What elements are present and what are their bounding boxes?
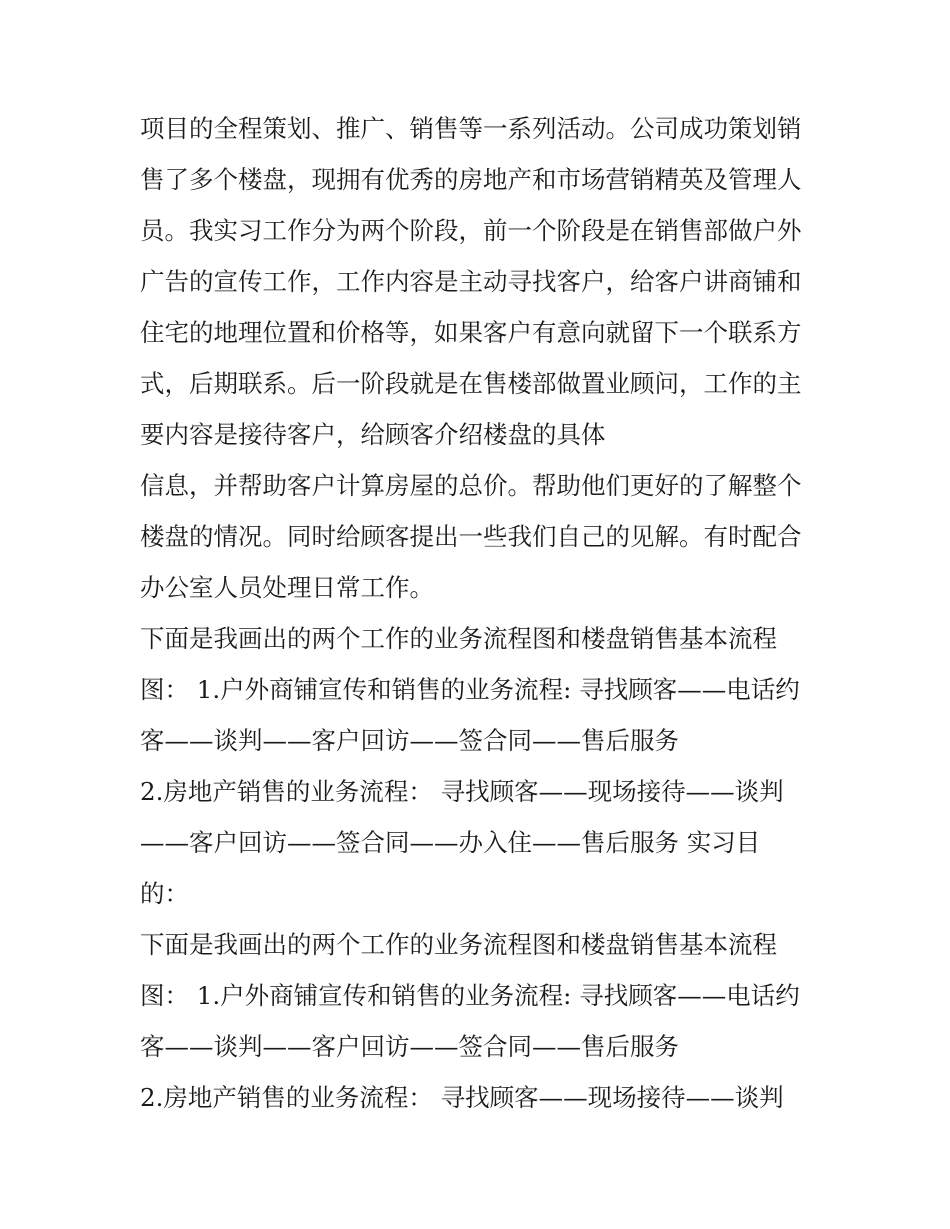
text-line: 2.房地产销售的业务流程： 寻找顾客——现场接待——谈判 (140, 777, 784, 806)
text-line: ——客户回访——签合同——办入住——售后服务 实习目 (140, 828, 761, 857)
text-line: 员。我实习工作分为两个阶段，前一个阶段是在销售部做户外 (140, 216, 802, 245)
text-line: 售了多个楼盘，现拥有优秀的房地产和市场营销精英及管理人 (140, 165, 802, 194)
text-line: 住宅的地理位置和价格等，如果客户有意向就留下一个联系方 (140, 318, 802, 347)
text-line: 下面是我画出的两个工作的业务流程图和楼盘销售基本流程 (140, 624, 777, 653)
text-line: 信息，并帮助客户计算房屋的总价。帮助他们更好的了解整个 (140, 471, 802, 500)
text-line: 客——谈判——客户回访——签合同——售后服务 (140, 1032, 679, 1061)
text-line: 楼盘的情况。同时给顾客提出一些我们自己的见解。有时配合 (140, 522, 802, 551)
text-line: 下面是我画出的两个工作的业务流程图和楼盘销售基本流程 (140, 930, 777, 959)
text-line: 的： (140, 879, 189, 908)
text-line: 图： 1.户外商铺宣传和销售的业务流程: 寻找顾客——电话约 (140, 675, 800, 704)
text-line: 广告的宣传工作，工作内容是主动寻找客户，给客户讲商铺和 (140, 267, 802, 296)
text-line: 图： 1.户外商铺宣传和销售的业务流程: 寻找顾客——电话约 (140, 981, 800, 1010)
text-line: 式，后期联系。后一阶段就是在售楼部做置业顾问，工作的主 (140, 369, 802, 398)
text-line: 2.房地产销售的业务流程： 寻找顾客——现场接待——谈判 (140, 1083, 784, 1112)
body-text (140, 103, 820, 1123)
text-line: 客——谈判——客户回访——签合同——售后服务 (140, 726, 679, 755)
text-line: 项目的全程策划、推广、销售等一系列活动。公司成功策划销 (140, 114, 802, 143)
text-line: 办公室人员处理日常工作。 (140, 573, 434, 602)
text-line: 要内容是接待客户，给顾客介绍楼盘的具体 (140, 420, 606, 449)
